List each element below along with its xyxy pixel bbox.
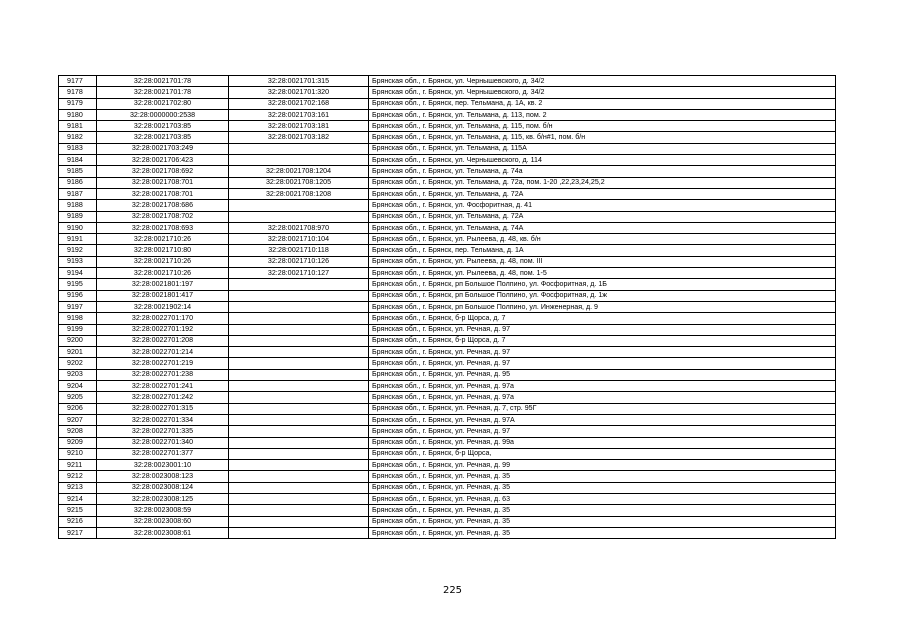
table-row [59, 268, 836, 279]
table-row [59, 527, 836, 538]
table-row [59, 301, 836, 312]
address-cell: Брянская обл., г. Брянск, рп Большое Полпино, ул. Фосфоритная, д. 1ж [369, 290, 836, 301]
object-cadastral-cell [229, 200, 369, 211]
object-cadastral-cell [229, 414, 369, 425]
registry-table-body [59, 76, 836, 539]
row-number-cell: 9204 [59, 381, 97, 392]
object-cadastral-cell [229, 279, 369, 290]
object-cadastral-cell [229, 392, 369, 403]
address-cell: Брянская обл., г. Брянск, ул. Речная, д. 97А [369, 414, 836, 425]
table-row [59, 109, 836, 120]
parcel-cadastral-cell: 32:28:0021703:249 [97, 143, 229, 154]
address-cell: Брянская обл., г. Брянск, ул. Рылеева, д. 48, кв. б/н [369, 234, 836, 245]
object-cadastral-cell [229, 324, 369, 335]
address-cell: Брянская обл., г. Брянск, ул. Речная, д. 7, стр. 95Г [369, 403, 836, 414]
row-number-cell: 9215 [59, 505, 97, 516]
object-cadastral-cell [229, 516, 369, 527]
row-number-cell: 9186 [59, 177, 97, 188]
address-cell: Брянская обл., г. Брянск, ул. Речная, д. 63 [369, 493, 836, 504]
parcel-cadastral-cell: 32:28:0000000:2538 [97, 109, 229, 120]
table-row [59, 313, 836, 324]
table-row [59, 177, 836, 188]
object-cadastral-cell [229, 301, 369, 312]
parcel-cadastral-cell: 32:28:0021701:78 [97, 76, 229, 87]
parcel-cadastral-cell: 32:28:0021706:423 [97, 155, 229, 166]
table-row [59, 426, 836, 437]
object-cadastral-cell [229, 369, 369, 380]
address-cell: Брянская обл., г. Брянск, ул. Тельмана, д. 72А [369, 188, 836, 199]
row-number-cell: 9189 [59, 211, 97, 222]
address-cell: Брянская обл., г. Брянск, ул. Тельмана, д. 72а, пом. 1-20 ,22,23,24,25,2 [369, 177, 836, 188]
address-cell: Брянская обл., г. Брянск, ул. Тельмана, д. 115А [369, 143, 836, 154]
address-cell: Брянская обл., г. Брянск, ул. Тельмана, д. 113, пом. 2 [369, 109, 836, 120]
parcel-cadastral-cell: 32:28:0021708:702 [97, 211, 229, 222]
object-cadastral-cell: 32:28:0021703:161 [229, 109, 369, 120]
address-cell: Брянская обл., г. Брянск, ул. Речная, д. 99 [369, 460, 836, 471]
address-cell: Брянская обл., г. Брянск, ул. Чернышевского, д. 34/2 [369, 87, 836, 98]
parcel-cadastral-cell: 32:28:0021710:26 [97, 256, 229, 267]
row-number-cell: 9183 [59, 143, 97, 154]
object-cadastral-cell: 32:28:0021710:127 [229, 268, 369, 279]
object-cadastral-cell: 32:28:0021708:1204 [229, 166, 369, 177]
object-cadastral-cell [229, 471, 369, 482]
address-cell: Брянская обл., г. Брянск, рп Большое Полпино, ул. Фосфоритная, д. 1Б [369, 279, 836, 290]
parcel-cadastral-cell: 32:28:0023008:60 [97, 516, 229, 527]
object-cadastral-cell: 32:28:0021701:315 [229, 76, 369, 87]
table-row [59, 98, 836, 109]
parcel-cadastral-cell: 32:28:0021710:26 [97, 268, 229, 279]
row-number-cell: 9193 [59, 256, 97, 267]
object-cadastral-cell [229, 358, 369, 369]
address-cell: Брянская обл., г. Брянск, ул. Тельмана, д. 72А [369, 211, 836, 222]
row-number-cell: 9208 [59, 426, 97, 437]
parcel-cadastral-cell: 32:28:0023008:124 [97, 482, 229, 493]
row-number-cell: 9182 [59, 132, 97, 143]
table-row [59, 132, 836, 143]
parcel-cadastral-cell: 32:28:0022701:214 [97, 347, 229, 358]
address-cell: Брянская обл., г. Брянск, пер. Тельмана, д. 1А [369, 245, 836, 256]
row-number-cell: 9211 [59, 460, 97, 471]
object-cadastral-cell: 32:28:0021702:168 [229, 98, 369, 109]
parcel-cadastral-cell: 32:28:0023001:10 [97, 460, 229, 471]
row-number-cell: 9196 [59, 290, 97, 301]
row-number-cell: 9188 [59, 200, 97, 211]
row-number-cell: 9209 [59, 437, 97, 448]
table-row [59, 448, 836, 459]
table-row [59, 392, 836, 403]
object-cadastral-cell [229, 143, 369, 154]
row-number-cell: 9180 [59, 109, 97, 120]
object-cadastral-cell: 32:28:0021703:182 [229, 132, 369, 143]
object-cadastral-cell [229, 426, 369, 437]
table-row [59, 381, 836, 392]
table-row [59, 493, 836, 504]
parcel-cadastral-cell: 32:28:0022701:192 [97, 324, 229, 335]
parcel-cadastral-cell: 32:28:0021708:686 [97, 200, 229, 211]
parcel-cadastral-cell: 32:28:0021708:701 [97, 177, 229, 188]
table-row [59, 516, 836, 527]
address-cell: Брянская обл., г. Брянск, б-р Щорса, [369, 448, 836, 459]
object-cadastral-cell [229, 155, 369, 166]
row-number-cell: 9217 [59, 527, 97, 538]
parcel-cadastral-cell: 32:28:0021710:80 [97, 245, 229, 256]
row-number-cell: 9195 [59, 279, 97, 290]
table-row [59, 369, 836, 380]
table-row [59, 155, 836, 166]
parcel-cadastral-cell: 32:28:0021902:14 [97, 301, 229, 312]
row-number-cell: 9206 [59, 403, 97, 414]
address-cell: Брянская обл., г. Брянск, ул. Чернышевского, д. 114 [369, 155, 836, 166]
table-row [59, 222, 836, 233]
address-cell: Брянская обл., г. Брянск, ул. Речная, д. 99а [369, 437, 836, 448]
row-number-cell: 9213 [59, 482, 97, 493]
parcel-cadastral-cell: 32:28:0023008:61 [97, 527, 229, 538]
row-number-cell: 9203 [59, 369, 97, 380]
address-cell: Брянская обл., г. Брянск, ул. Речная, д. 95 [369, 369, 836, 380]
table-row [59, 143, 836, 154]
object-cadastral-cell: 32:28:0021710:126 [229, 256, 369, 267]
address-cell: Брянская обл., г. Брянск, ул. Рылеева, д. 48, пом. 1-5 [369, 268, 836, 279]
parcel-cadastral-cell: 32:28:0022701:241 [97, 381, 229, 392]
table-row [59, 437, 836, 448]
address-cell: Брянская обл., г. Брянск, ул. Речная, д. 35 [369, 527, 836, 538]
object-cadastral-cell: 32:28:0021710:104 [229, 234, 369, 245]
row-number-cell: 9181 [59, 121, 97, 132]
parcel-cadastral-cell: 32:28:0022701:238 [97, 369, 229, 380]
object-cadastral-cell [229, 381, 369, 392]
table-row [59, 471, 836, 482]
parcel-cadastral-cell: 32:28:0023008:125 [97, 493, 229, 504]
address-cell: Брянская обл., г. Брянск, ул. Тельмана, д. 115, пом. б/н [369, 121, 836, 132]
row-number-cell: 9192 [59, 245, 97, 256]
row-number-cell: 9187 [59, 188, 97, 199]
table-row [59, 403, 836, 414]
address-cell: Брянская обл., г. Брянск, ул. Чернышевского, д. 34/2 [369, 76, 836, 87]
row-number-cell: 9202 [59, 358, 97, 369]
address-cell: Брянская обл., г. Брянск, ул. Речная, д. 97 [369, 358, 836, 369]
table-row [59, 87, 836, 98]
parcel-cadastral-cell: 32:28:0022701:219 [97, 358, 229, 369]
address-cell: Брянская обл., г. Брянск, ул. Рылеева, д. 48, пом. III [369, 256, 836, 267]
address-cell: Брянская обл., г. Брянск, пер. Тельмана, д. 1А, кв. 2 [369, 98, 836, 109]
row-number-cell: 9185 [59, 166, 97, 177]
row-number-cell: 9177 [59, 76, 97, 87]
parcel-cadastral-cell: 32:28:0021801:417 [97, 290, 229, 301]
address-cell: Брянская обл., г. Брянск, ул. Речная, д. 97 [369, 347, 836, 358]
parcel-cadastral-cell: 32:28:0021708:693 [97, 222, 229, 233]
row-number-cell: 9201 [59, 347, 97, 358]
parcel-cadastral-cell: 32:28:0021708:692 [97, 166, 229, 177]
registry-table-container [58, 75, 836, 539]
object-cadastral-cell: 32:28:0021703:181 [229, 121, 369, 132]
table-row [59, 76, 836, 87]
row-number-cell: 9194 [59, 268, 97, 279]
address-cell: Брянская обл., г. Брянск, рп Большое Полпино, ул. Инженерная, д. 9 [369, 301, 836, 312]
table-row [59, 234, 836, 245]
table-row [59, 347, 836, 358]
parcel-cadastral-cell: 32:28:0022701:242 [97, 392, 229, 403]
table-row [59, 245, 836, 256]
object-cadastral-cell: 32:28:0021708:1208 [229, 188, 369, 199]
parcel-cadastral-cell: 32:28:0022701:208 [97, 335, 229, 346]
object-cadastral-cell [229, 335, 369, 346]
page-number: 225 [442, 585, 463, 596]
table-row [59, 166, 836, 177]
address-cell: Брянская обл., г. Брянск, ул. Тельмана, д. 74А [369, 222, 836, 233]
table-row [59, 460, 836, 471]
row-number-cell: 9207 [59, 414, 97, 425]
table-row [59, 505, 836, 516]
address-cell: Брянская обл., г. Брянск, ул. Речная, д. 97а [369, 392, 836, 403]
row-number-cell: 9191 [59, 234, 97, 245]
address-cell: Брянская обл., г. Брянск, ул. Тельмана, д. 74а [369, 166, 836, 177]
object-cadastral-cell [229, 448, 369, 459]
address-cell: Брянская обл., г. Брянск, ул. Речная, д. 35 [369, 482, 836, 493]
table-row [59, 482, 836, 493]
table-row [59, 211, 836, 222]
object-cadastral-cell [229, 290, 369, 301]
address-cell: Брянская обл., г. Брянск, ул. Речная, д. 97 [369, 324, 836, 335]
table-row [59, 335, 836, 346]
object-cadastral-cell [229, 482, 369, 493]
row-number-cell: 9198 [59, 313, 97, 324]
row-number-cell: 9210 [59, 448, 97, 459]
address-cell: Брянская обл., г. Брянск, б-р Щорса, д. 7 [369, 313, 836, 324]
table-row [59, 256, 836, 267]
address-cell: Брянская обл., г. Брянск, ул. Речная, д. 35 [369, 471, 836, 482]
parcel-cadastral-cell: 32:28:0021702:80 [97, 98, 229, 109]
row-number-cell: 9212 [59, 471, 97, 482]
object-cadastral-cell: 32:28:0021701:320 [229, 87, 369, 98]
parcel-cadastral-cell: 32:28:0022701:335 [97, 426, 229, 437]
address-cell: Брянская обл., г. Брянск, ул. Речная, д. 35 [369, 505, 836, 516]
row-number-cell: 9200 [59, 335, 97, 346]
address-cell: Брянская обл., г. Брянск, ул. Речная, д. 97а [369, 381, 836, 392]
address-cell: Брянская обл., г. Брянск, б-р Щорса, д. 7 [369, 335, 836, 346]
parcel-cadastral-cell: 32:28:0023008:123 [97, 471, 229, 482]
table-row [59, 188, 836, 199]
object-cadastral-cell [229, 313, 369, 324]
parcel-cadastral-cell: 32:28:0021703:85 [97, 132, 229, 143]
parcel-cadastral-cell: 32:28:0022701:315 [97, 403, 229, 414]
table-row [59, 121, 836, 132]
address-cell: Брянская обл., г. Брянск, ул. Тельмана, д. 115, кв. б/н#1, пом. б/н [369, 132, 836, 143]
address-cell: Брянская обл., г. Брянск, ул. Фосфоритная, д. 41 [369, 200, 836, 211]
object-cadastral-cell: 32:28:0021710:118 [229, 245, 369, 256]
table-row [59, 200, 836, 211]
row-number-cell: 9214 [59, 493, 97, 504]
row-number-cell: 9178 [59, 87, 97, 98]
parcel-cadastral-cell: 32:28:0022701:377 [97, 448, 229, 459]
row-number-cell: 9184 [59, 155, 97, 166]
object-cadastral-cell [229, 460, 369, 471]
parcel-cadastral-cell: 32:28:0022701:170 [97, 313, 229, 324]
table-row [59, 358, 836, 369]
table-row [59, 290, 836, 301]
row-number-cell: 9179 [59, 98, 97, 109]
parcel-cadastral-cell: 32:28:0021801:197 [97, 279, 229, 290]
object-cadastral-cell [229, 437, 369, 448]
object-cadastral-cell [229, 211, 369, 222]
parcel-cadastral-cell: 32:28:0022701:340 [97, 437, 229, 448]
object-cadastral-cell: 32:28:0021708:970 [229, 222, 369, 233]
row-number-cell: 9190 [59, 222, 97, 233]
parcel-cadastral-cell: 32:28:0021701:78 [97, 87, 229, 98]
object-cadastral-cell [229, 527, 369, 538]
registry-table [58, 75, 836, 539]
table-row [59, 324, 836, 335]
object-cadastral-cell [229, 403, 369, 414]
object-cadastral-cell [229, 505, 369, 516]
parcel-cadastral-cell: 32:28:0022701:334 [97, 414, 229, 425]
row-number-cell: 9205 [59, 392, 97, 403]
table-row [59, 279, 836, 290]
row-number-cell: 9216 [59, 516, 97, 527]
table-row [59, 414, 836, 425]
address-cell: Брянская обл., г. Брянск, ул. Речная, д. 97 [369, 426, 836, 437]
object-cadastral-cell [229, 493, 369, 504]
address-cell: Брянская обл., г. Брянск, ул. Речная, д. 35 [369, 516, 836, 527]
parcel-cadastral-cell: 32:28:0021703:85 [97, 121, 229, 132]
parcel-cadastral-cell: 32:28:0023008:59 [97, 505, 229, 516]
object-cadastral-cell: 32:28:0021708:1205 [229, 177, 369, 188]
row-number-cell: 9199 [59, 324, 97, 335]
parcel-cadastral-cell: 32:28:0021710:26 [97, 234, 229, 245]
parcel-cadastral-cell: 32:28:0021708:701 [97, 188, 229, 199]
object-cadastral-cell [229, 347, 369, 358]
row-number-cell: 9197 [59, 301, 97, 312]
